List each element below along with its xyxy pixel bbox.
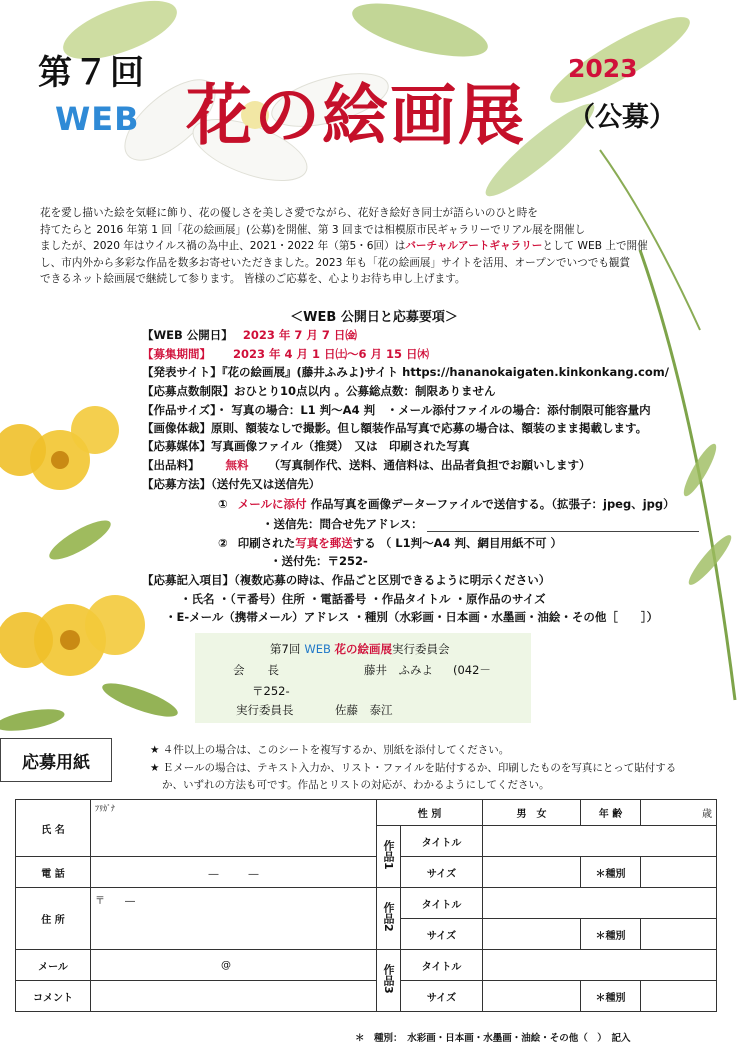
age-label: 年 齢: [581, 800, 641, 826]
form-note-1: ★ ４件以上の場合は、このシートを複写するか、別紙を添付してください。: [150, 744, 510, 756]
req-value: ・ 写真の場合：L1 判～A4 判 ・メール添付ファイルの場合：添付制限可能容量内: [215, 403, 651, 417]
req-label: 【画像体裁】: [142, 421, 211, 435]
mail-label: メール: [16, 950, 91, 981]
step-number: ①: [218, 497, 228, 511]
method-email-text: 作品写真を画像データーファイルで送信する。（拡張子：jpeg、jpg）: [310, 497, 675, 511]
fee-free: 無料: [225, 458, 249, 472]
req-format: [142, 420, 647, 436]
comment-label: コメント: [16, 981, 91, 1012]
page-title: 花の絵画展: [186, 76, 526, 154]
work2-text: 作品2: [382, 902, 395, 932]
exec-role: 実行委員長: [236, 703, 294, 717]
req-size: [142, 402, 651, 418]
req-label: 【応募記入項目】: [142, 573, 234, 587]
req-fee: [142, 457, 591, 473]
work3-kind-label: ＊種別: [581, 981, 641, 1012]
kobo-label: （公募）: [568, 102, 676, 133]
email-destination: [262, 516, 699, 532]
intro-text-part: ましたが、2020 年はウイルス禍の為中止、2021・2022 年（第5・6回）は: [40, 240, 406, 253]
req-label: 【WEB 公開日】: [142, 328, 233, 342]
req-label: 【出品料】: [142, 458, 200, 472]
chair-role: 会 長: [233, 663, 279, 677]
method-post-text: する （ L1判～A4 判、網目用紙不可 ）: [352, 536, 563, 550]
req-label: 【応募方法】: [142, 477, 211, 491]
comment-field[interactable]: [91, 981, 377, 1012]
work2-size-field[interactable]: [483, 919, 581, 950]
work3-title-label: タイトル: [401, 950, 483, 981]
work2-label: [377, 888, 401, 950]
age-field[interactable]: [641, 800, 717, 826]
edition-number: 第７回: [38, 53, 146, 93]
post-destination: ・送付先：〒252-: [270, 554, 368, 568]
work3-size-field[interactable]: [483, 981, 581, 1012]
method-post-text: 印刷された: [237, 536, 296, 550]
web-label: WEB: [55, 100, 140, 138]
committee-web: WEB: [304, 642, 331, 656]
work2-size-label: サイズ: [401, 919, 483, 950]
work3-label: [377, 950, 401, 1012]
req-value: 2023 年 7 月 7 日㈮: [242, 328, 357, 342]
intro-line: し、市内外から多彩な作品を数多お寄せいただきました。2023 年も「花の絵画展」サイトを活用、オープンでいつでも観賞: [40, 256, 631, 269]
intro-line: 花を愛し描いた絵を気軽に飾り、花の優しさを美しさ愛でながら、花好き絵好き同士が語らいのひと時を: [40, 207, 538, 219]
chair-name: 藤井 ふみよ: [364, 663, 433, 677]
req-media: [142, 438, 470, 454]
method-email: [218, 496, 675, 512]
work1-label: [377, 826, 401, 888]
work1-title-label: タイトル: [401, 826, 483, 857]
req-limit: [142, 383, 496, 399]
name-label: 氏 名: [16, 800, 91, 857]
mail-field[interactable]: @: [91, 950, 377, 981]
req-label: 【応募点数制限】: [142, 384, 234, 398]
intro-text: [40, 205, 730, 288]
req-value: （複数応募の時は、作品ごと区別できるように明示ください）: [234, 573, 551, 587]
work2-title-label: タイトル: [401, 888, 483, 919]
phone-label: 電 話: [16, 857, 91, 888]
req-value: （送付先又は送信先）: [211, 477, 321, 491]
form-note-3: か、いずれの方法も可です。作品とリストの対応が、わかるようにしてください。: [162, 779, 550, 791]
work1-size-label: サイズ: [401, 857, 483, 888]
entry-items-2: ・E-メール（携帯メール）アドレス ・種別（水彩画・日本画・水墨画・油絵・その他［ ］）: [165, 610, 659, 624]
intro-line: できるネット絵画展で継続して参ります。 皆様のご応募を、心よりお待ち申し上げます。: [40, 273, 466, 286]
address-label: 住 所: [16, 888, 91, 950]
form-note-2: ★ Ｅメールの場合は、テキスト入力か、リスト・ファイルを貼付するか、印刷したものを写真にとって貼付する: [150, 762, 677, 774]
phone-field[interactable]: ― ―: [91, 857, 377, 888]
virtual-gallery-highlight: バーチャルアートギャラリー: [405, 240, 543, 253]
req-method: [142, 476, 320, 492]
work1-kind-field[interactable]: [641, 857, 717, 888]
work3-title-field[interactable]: [483, 950, 717, 981]
site-link[interactable]: 『花の絵画展』(藤井ふみよ)サイト https://hananokaigaten.kinkonkang.com/: [221, 365, 669, 379]
req-value: 2023 年 4 月 1 日㈯～6 月 15 日㈭: [233, 347, 430, 361]
work1-kind-label: ＊種別: [581, 857, 641, 888]
dest-label: ・送信先：問合せ先アドレス：: [262, 517, 423, 531]
gender-label: 性 別: [377, 800, 483, 826]
method-post-label: 写真を郵送: [295, 536, 353, 550]
email-address-blank: [427, 519, 699, 532]
furigana-label: ﾌﾘｶﾞﾅ: [95, 804, 115, 813]
kind-footnote: ＊ 種別： 水彩画・日本画・水墨画・油絵・その他（ ） 記入: [355, 1033, 631, 1044]
req-label: 【応募媒体】: [142, 439, 211, 453]
year-label: 2023: [568, 54, 638, 83]
committee-title: [270, 641, 450, 657]
entry-items-1: ・氏名 ・（〒番号）住所 ・電話番号 ・作品タイトル ・原作品のサイズ: [180, 592, 546, 606]
committee-exhibit: 花の絵画展: [334, 642, 393, 656]
work3-kind-field[interactable]: [641, 981, 717, 1012]
req-value: 写真画像ファイル（推奨） 又は 印刷された写真: [211, 439, 470, 453]
intro-text-part: として WEB 上で開催: [542, 240, 648, 253]
age-unit: 歳: [702, 809, 713, 820]
work3-text: 作品3: [382, 964, 395, 994]
chair-tel: (042－: [453, 663, 491, 677]
work3-size-label: サイズ: [401, 981, 483, 1012]
req-value: 原則、額装なしで撮影。但し額装作品写真で応募の場合は、額装のまま掲載します。: [211, 421, 648, 435]
req-label: 【発表サイト】: [142, 365, 222, 379]
committee-postal: 〒252-: [252, 684, 290, 698]
exec-name: 佐藤 泰江: [335, 703, 393, 717]
work1-title-field[interactable]: [483, 826, 717, 857]
work2-kind-label: ＊種別: [581, 919, 641, 950]
req-public-date: [142, 327, 357, 343]
req-label: 【作品サイズ】: [142, 403, 216, 417]
req-label: 【募集期間】: [142, 347, 211, 361]
step-number: ②: [218, 536, 228, 550]
intro-line: [40, 238, 730, 255]
work1-size-field[interactable]: [483, 857, 581, 888]
work1-text: 作品1: [382, 840, 395, 870]
req-period: [142, 346, 429, 362]
method-email-label: メールに添付: [237, 497, 307, 511]
work2-kind-field[interactable]: [641, 919, 717, 950]
section-title: ＜WEB 公開日と応募要項＞: [290, 310, 458, 325]
form-label: 応募用紙: [0, 738, 112, 782]
name-field[interactable]: [91, 800, 377, 857]
committee-edition: 第7回: [270, 642, 301, 656]
gender-options[interactable]: 男 女: [483, 800, 581, 826]
address-field[interactable]: 〒 ―: [91, 888, 377, 950]
work2-title-field[interactable]: [483, 888, 717, 919]
req-entry: [142, 572, 550, 588]
method-post: [218, 535, 562, 551]
committee-label: 実行委員会: [392, 642, 450, 656]
req-value: （写真制作代、送料、通信料は、出品者負担でお願いします）: [268, 458, 591, 472]
req-value: おひとり10点以内 。公募総点数：制限ありません: [234, 384, 496, 398]
application-form: [15, 799, 717, 1012]
intro-line: 持てたらと 2016 年第 1 回「花の絵画展」(公募)を開催、第 3 回までは相模原市民ギャラリーでリアル展を開催し: [40, 223, 586, 236]
req-site: [142, 364, 669, 380]
